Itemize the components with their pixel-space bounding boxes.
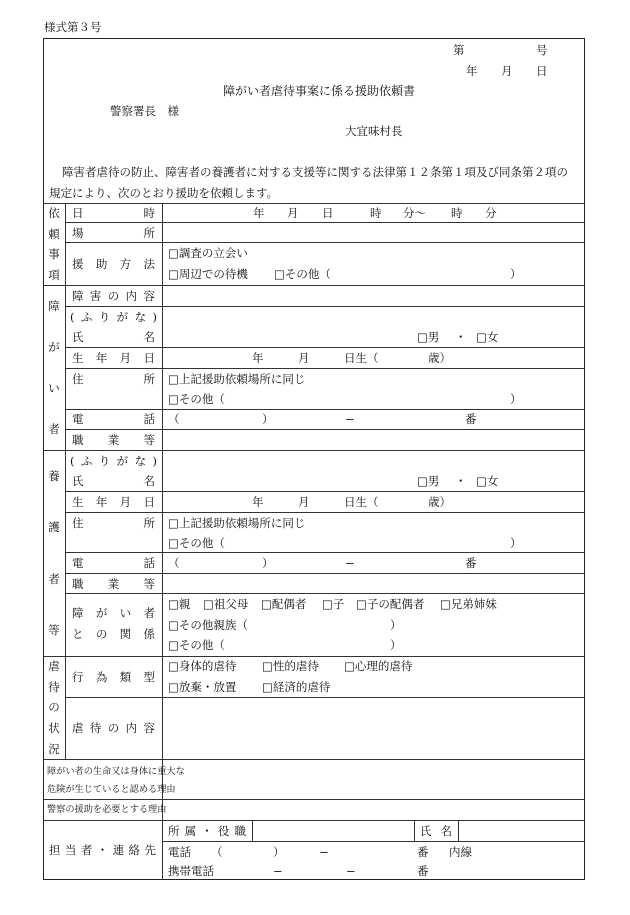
dt-hour2: 時: [451, 206, 463, 220]
contact-phone-label: 電話: [168, 845, 191, 859]
body-text-line2: 規定により、次のとおり援助を依頼します。: [49, 186, 279, 200]
d-name-label: 氏 名: [72, 330, 155, 344]
addressee: 警察署長 様: [110, 104, 179, 118]
d-female-checkbox[interactable]: □女: [476, 330, 499, 344]
abuse-economic[interactable]: □経済的虐待: [262, 680, 331, 694]
abuse-group-label: 虐 待 の 状 況: [48, 659, 60, 756]
d-phone-close: ）: [262, 412, 274, 426]
c-birth-month: 月: [298, 495, 310, 509]
abuse-type-label: 行 為 類 型: [72, 670, 155, 684]
c-birth-year: 年: [252, 495, 264, 509]
caregiver-group-label: 養 護 者 等: [48, 468, 60, 638]
c-address-label: 住 所: [72, 516, 155, 530]
contact-mobile-ban: 番: [417, 864, 429, 878]
d-birth-age: 歳）: [428, 351, 451, 365]
page-title: 障がい者虐待事案に係る援助依頼書: [223, 84, 416, 98]
contact-mobile-dash2: −: [346, 864, 356, 878]
rel-sibling[interactable]: □兄弟姉妹: [440, 597, 497, 611]
date-day: 日: [536, 64, 548, 78]
method-option-standby[interactable]: □周辺での待機: [168, 267, 248, 281]
d-address-label: 住 所: [72, 372, 155, 386]
date-year: 年: [466, 64, 478, 78]
abuse-psychological[interactable]: □心理的虐待: [344, 659, 413, 673]
disabled-group-label: 障 が い 者: [48, 298, 60, 437]
dt-day: 日: [322, 206, 334, 220]
d-dot: ・: [455, 330, 467, 344]
rel-child-spouse[interactable]: □子の配偶者: [356, 597, 425, 611]
d-birth-label: 生 年 月 日: [72, 351, 155, 365]
c-phone-label: 電 話: [72, 556, 155, 570]
d-address-close: ）: [510, 392, 522, 406]
rel-close-2: ）: [390, 638, 402, 652]
dt-minute2: 分: [485, 206, 497, 220]
contact-label: 担 当 者 ・ 連 絡 先: [49, 843, 156, 857]
danger-reason-line2: 危険が生じていると認める理由: [47, 784, 176, 795]
rel-other[interactable]: □その他（: [168, 638, 225, 652]
c-phone-dash: −: [345, 556, 355, 570]
abuse-sexual[interactable]: □性的虐待: [262, 659, 319, 673]
d-furigana-label: ( ふ り が な ): [70, 310, 157, 324]
rel-parent[interactable]: □親: [168, 597, 191, 611]
c-male-checkbox[interactable]: □男: [417, 474, 440, 488]
request-group-label: 依 頼 事 項: [48, 206, 60, 282]
contact-phone-open: （: [211, 845, 223, 859]
contact-mobile-dash1: −: [273, 864, 283, 878]
method-close: ）: [510, 267, 522, 281]
c-dot: ・: [455, 474, 467, 488]
doc-no-prefix: 第: [453, 43, 465, 57]
d-phone-dash: −: [345, 412, 355, 426]
d-birth-month: 月: [298, 351, 310, 365]
d-male-checkbox[interactable]: □男: [417, 330, 440, 344]
dt-minute: 分〜: [403, 206, 426, 220]
c-address-close: ）: [510, 536, 522, 550]
form-number: 様式第３号: [44, 20, 102, 34]
rel-other-relative[interactable]: □その他親族（: [168, 618, 248, 632]
police-reason-label: 警察の援助を必要とする理由: [47, 804, 167, 815]
method-label: 援 助 方 法: [72, 257, 155, 271]
contact-phone-dash: −: [319, 845, 329, 859]
d-phone-ban: 番: [465, 412, 477, 426]
dt-month: 月: [287, 206, 299, 220]
c-job-label: 職 業 等: [72, 577, 155, 591]
c-phone-ban: 番: [465, 556, 477, 570]
d-phone-label: 電 話: [72, 412, 155, 426]
datetime-label: 日 時: [72, 206, 155, 220]
doc-no-suffix: 号: [536, 43, 548, 57]
contact-phone-ban: 番: [417, 845, 429, 859]
c-address-other[interactable]: □その他（: [168, 536, 225, 550]
rel-close-1: ）: [390, 618, 402, 632]
disability-content-label: 障 害 の 内 容: [72, 289, 155, 303]
dept-label: 所 属 ・ 役 職: [168, 824, 246, 838]
place-label: 場 所: [72, 226, 155, 240]
method-option-investigation[interactable]: □調査の立会い: [168, 246, 248, 260]
d-birth-year: 年: [252, 351, 264, 365]
c-address-same[interactable]: □上記援助依頼場所に同じ: [168, 516, 306, 530]
relation-label-line1: 障 が い 者: [72, 606, 155, 620]
relation-label-line2: と の 関 係: [72, 627, 155, 641]
body-text-line1: 障害者虐待の防止、障害者の養護者に対する支援等に関する法律第１２条第１項及び同条第２項の: [62, 165, 568, 179]
dt-hour: 時: [370, 206, 382, 220]
danger-reason-line1: 障がい者の生命又は身体に重大な: [47, 766, 185, 777]
d-job-label: 職 業 等: [72, 433, 155, 447]
c-name-label: 氏 名: [72, 474, 155, 488]
sender: 大宜味村長: [345, 124, 403, 138]
abuse-physical[interactable]: □身体的虐待: [168, 659, 237, 673]
abuse-neglect[interactable]: □放棄・放置: [168, 680, 237, 694]
d-address-same[interactable]: □上記援助依頼場所に同じ: [168, 372, 306, 386]
c-birth-age: 歳）: [428, 495, 451, 509]
c-phone-open: （: [168, 556, 180, 570]
date-month: 月: [501, 64, 513, 78]
d-birth-day: 日生（: [344, 351, 379, 365]
contact-name-label: 氏 名: [420, 824, 452, 838]
rel-spouse[interactable]: □配偶者: [261, 597, 307, 611]
d-address-other[interactable]: □その他（: [168, 392, 225, 406]
method-option-other[interactable]: □その他（: [274, 267, 331, 281]
c-female-checkbox[interactable]: □女: [476, 474, 499, 488]
contact-ext-label: 内線: [449, 845, 472, 859]
c-phone-close: ）: [262, 556, 274, 570]
dt-year: 年: [253, 206, 265, 220]
c-furigana-label: ( ふ り が な ): [70, 454, 157, 468]
contact-phone-close: ）: [273, 845, 285, 859]
d-phone-open: （: [168, 412, 180, 426]
rel-grandparent[interactable]: □祖父母: [203, 597, 249, 611]
contact-mobile-label: 携帯電話: [168, 864, 214, 878]
c-birth-label: 生 年 月 日: [72, 495, 155, 509]
c-birth-day: 日生（: [344, 495, 379, 509]
rel-child[interactable]: □子: [322, 597, 345, 611]
abuse-content-label: 虐 待 の 内 容: [72, 721, 155, 735]
